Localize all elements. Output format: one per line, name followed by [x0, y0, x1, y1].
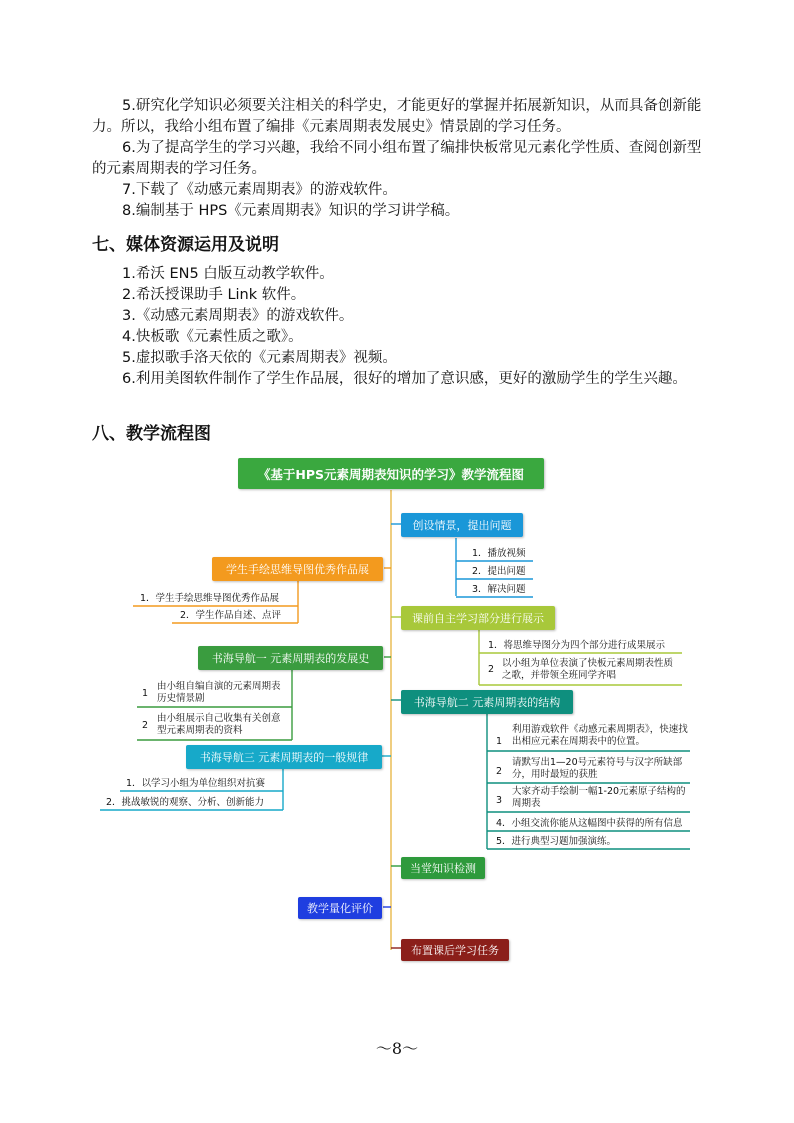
leaf-challenge: 2．挑战敏锐的观察、分析、创新能力 — [106, 797, 265, 808]
leaf-num-1: 1 — [496, 736, 503, 747]
paragraph-5: 5.研究化学知识必须要关注相关的科学史，才能更好的掌握并拓展新知识，从而具备创新能力。所以，我给小组布置了编排《元素周期表发展史》情景剧的学习任务。 — [92, 98, 702, 135]
paragraph-8: 8.编制基于 HPS《元素周期表》知识的学习讲学稿。 — [122, 203, 460, 219]
leaf-play-video: 1．播放视频 — [472, 548, 526, 559]
leaf-ask-question: 2．提出问题 — [472, 566, 526, 577]
leaf-kuaiban-song: 以小组为单位表演了快板元素周期表性质之歌，并带领全班同学齐唱 — [502, 658, 674, 681]
media-item-6: 6.利用美图软件制作了学生作品展，很好的增加了意识感，更好的激励学生的学生兴趣。 — [122, 371, 687, 387]
leaf-practice: 5．进行典型习题加强演练。 — [496, 836, 617, 847]
branch-guide-three-rules: 书海导航三 元素周期表的一般规律 — [186, 745, 382, 769]
leaf-num-2: 2 — [488, 664, 495, 675]
section-7-heading: 七、媒体资源运用及说明 — [92, 235, 279, 255]
paragraph-7: 7.下载了《动感元素周期表》的游戏软件。 — [122, 182, 397, 198]
branch-self-study-display: 课前自主学习部分进行展示 — [401, 606, 555, 630]
leaf-game-software: 利用游戏软件《动感元素周期表》，快速找出相应元素在周期表中的位置。 — [512, 724, 688, 747]
media-item-1: 1.希沃 EN5 白版互动教学软件。 — [122, 266, 334, 282]
media-item-5: 5.虚拟歌手洛天依的《元素周期表》视频。 — [122, 350, 397, 366]
media-item-3: 3.《动感元素周期表》的游戏软件。 — [122, 308, 354, 324]
leaf-self-review: 2．学生作品自述、点评 — [180, 610, 282, 621]
leaf-group-exchange: 4．小组交流你能从这幅图中获得的所有信息 — [496, 818, 683, 829]
leaf-creative-tables: 由小组展示自己收集有关创意型元素周期表的资料 — [157, 713, 281, 736]
paragraph-6: 6.为了提高学生的学习兴趣，我给不同小组布置了编排快板常见元素化学性质、查阅创新型的元素周期表的学习任务。 — [92, 140, 702, 177]
leaf-solve-question: 3．解决问题 — [472, 584, 526, 595]
leaf-hand-drawn-works: 1．学生手绘思维导图优秀作品展 — [140, 593, 280, 604]
branch-class-test: 当堂知识检测 — [401, 857, 485, 879]
flowchart-root: 《基于HPS元素周期表知识的学习》教学流程图 — [238, 458, 544, 489]
branch-guide-two-structure: 书海导航二 元素周期表的结构 — [401, 690, 573, 714]
branch-student-works: 学生手绘思维导图优秀作品展 — [212, 557, 383, 581]
branch-homework: 布置课后学习任务 — [401, 939, 509, 961]
leaf-mindmap-showcase: 1．将思维导图分为四个部分进行成果展示 — [488, 640, 666, 651]
branch-create-scenario: 创设情景，提出问题 — [401, 513, 523, 537]
branch-evaluation: 教学量化评价 — [298, 897, 382, 919]
leaf-competition: 1．以学习小组为单位组织对抗赛 — [126, 778, 266, 789]
branch-guide-one-history: 书海导航一 元素周期表的发展史 — [198, 646, 383, 670]
leaf-num-2b: 2 — [496, 766, 503, 777]
leaf-num-2-left: 2 — [142, 720, 149, 731]
leaf-history-play: 由小组自编自演的元素周期表历史情景剧 — [157, 681, 281, 704]
leaf-num-3: 3 — [496, 795, 503, 806]
leaf-dictation: 请默写出1—20号元素符号与汉字所缺部分，用时最短的获胜 — [512, 757, 683, 780]
leaf-draw-table: 大家齐动手绘制一幅1-20元素原子结构的周期表 — [512, 786, 686, 809]
media-item-2: 2.希沃授课助手 Link 软件。 — [122, 287, 306, 303]
page-number: ～8～ — [375, 1039, 419, 1058]
section-8-heading: 八、教学流程图 — [92, 424, 211, 444]
media-item-4: 4.快板歌《元素性质之歌》。 — [122, 329, 303, 345]
leaf-num-1-left: 1 — [142, 688, 149, 699]
